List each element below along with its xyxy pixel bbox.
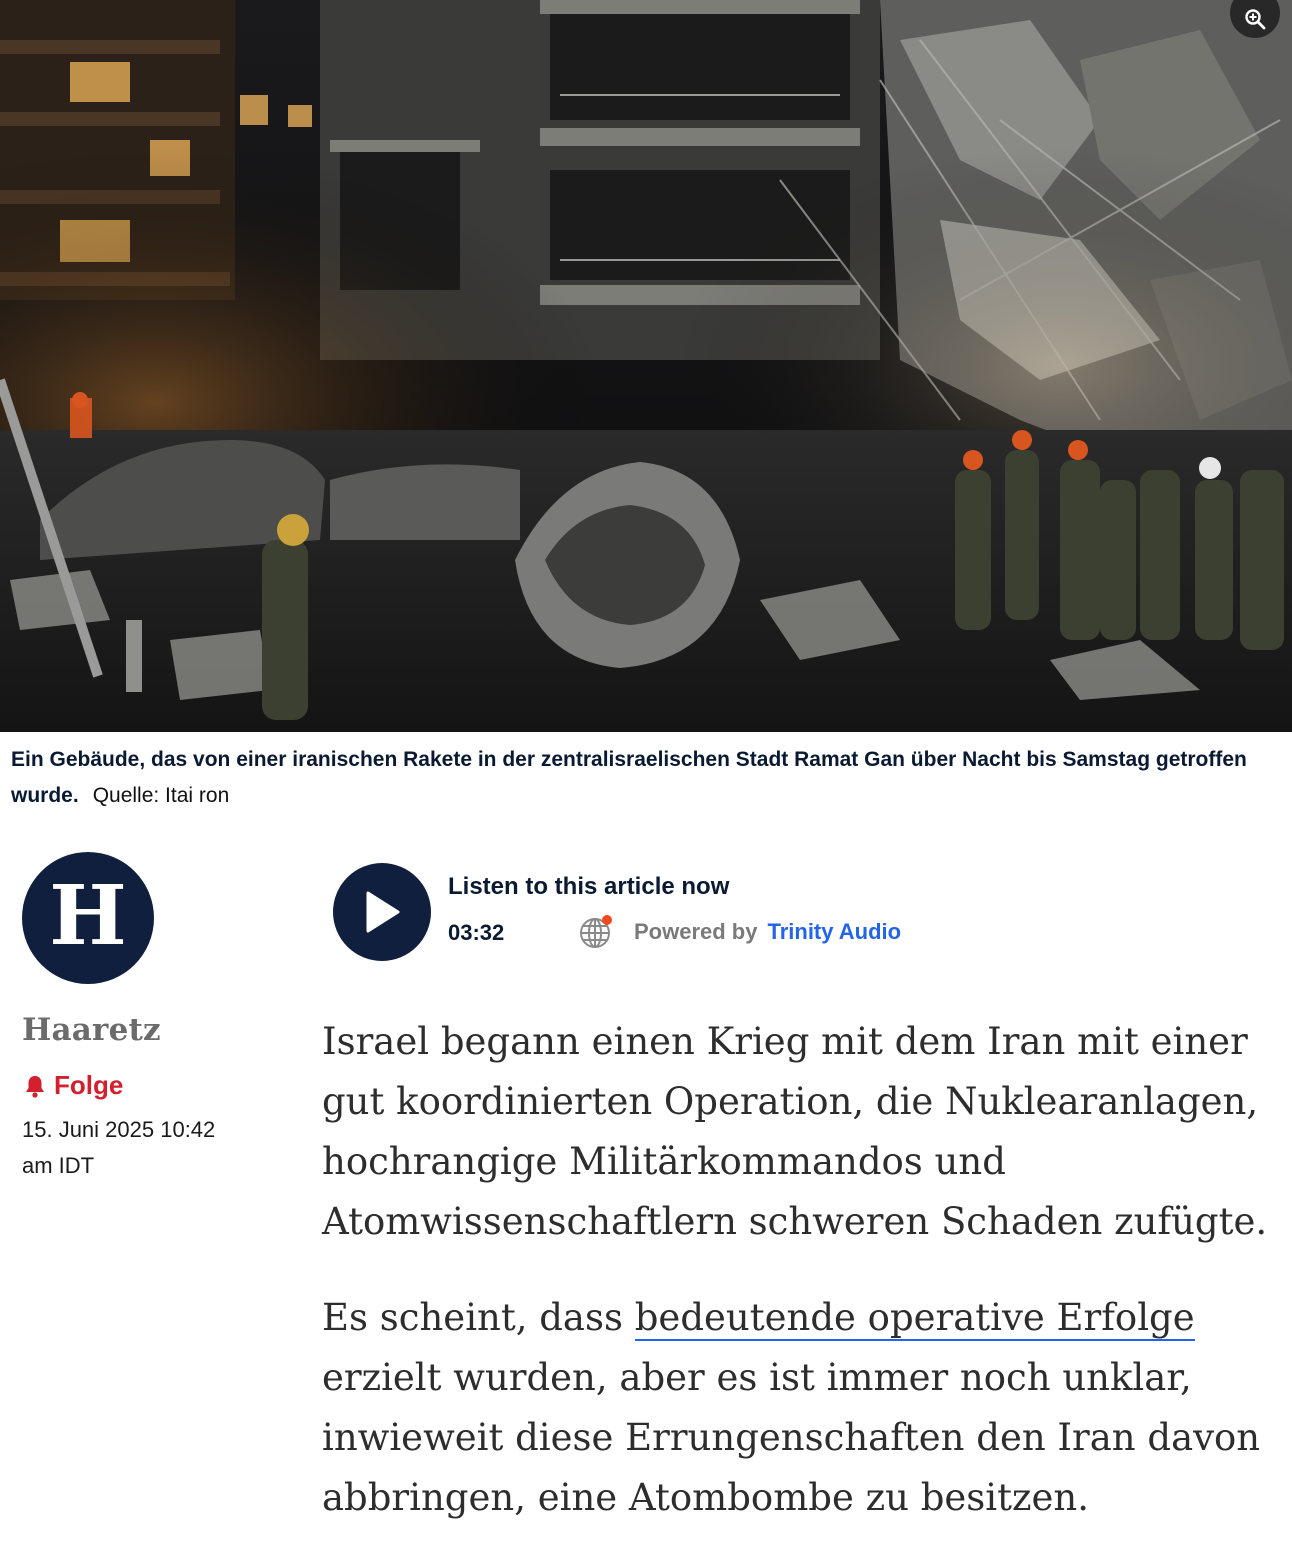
hero-image[interactable] (0, 0, 1292, 732)
article-body (322, 1012, 1272, 1564)
zoom-in-icon (1244, 8, 1266, 30)
powered-by (578, 914, 901, 950)
publish-date-line1: 15. Juni 2025 10:42 (22, 1117, 216, 1142)
globe-icon (578, 914, 614, 950)
article-paragraph-2 (322, 1288, 1272, 1528)
paragraph-2-text-after: erzielt wurden, aber es ist immer noch unklar, inwieweit diese Errungenschaften den Iran davon abbringen, eine Atombombe zu besitzen. (322, 1356, 1261, 1519)
trinity-audio-link[interactable]: Trinity Audio (767, 919, 902, 944)
author-avatar[interactable] (22, 852, 154, 984)
image-caption (11, 742, 1271, 814)
author-name[interactable]: Haaretz (22, 1012, 161, 1048)
play-icon (362, 890, 402, 934)
follow-button[interactable] (24, 1070, 123, 1101)
haaretz-logo-icon (48, 878, 128, 958)
bell-icon (24, 1074, 46, 1098)
caption-text: Ein Gebäude, das von einer iranischen Rakete in der zentralisraelischen Stadt Ramat Gan über Nacht bis Samstag getroffen wurde. (11, 748, 1247, 807)
damaged-building-photo (0, 0, 1292, 732)
publish-date-line2: am IDT (22, 1153, 95, 1178)
powered-by-label: Powered by (634, 919, 758, 944)
audio-title: Listen to this article now (448, 873, 730, 900)
operative-successes-link[interactable]: bedeutende operative Erfolge (634, 1296, 1195, 1339)
audio-duration: 03:32 (448, 920, 505, 945)
article-paragraph-1: Israel begann einen Krieg mit dem Iran mit einer gut koordinierten Operation, die Nuklearanlagen, hochrangige Militärkommandos und Atomwissenschaftlern schweren Schaden zufügte. (322, 1020, 1268, 1243)
logo-letter: H (49, 878, 127, 958)
follow-label: Folge (54, 1070, 124, 1100)
caption-source: Quelle: Itai ron (92, 784, 230, 807)
publish-date (22, 1112, 262, 1184)
paragraph-2-text-before: Es scheint, dass (322, 1296, 635, 1339)
play-button[interactable] (333, 863, 431, 961)
